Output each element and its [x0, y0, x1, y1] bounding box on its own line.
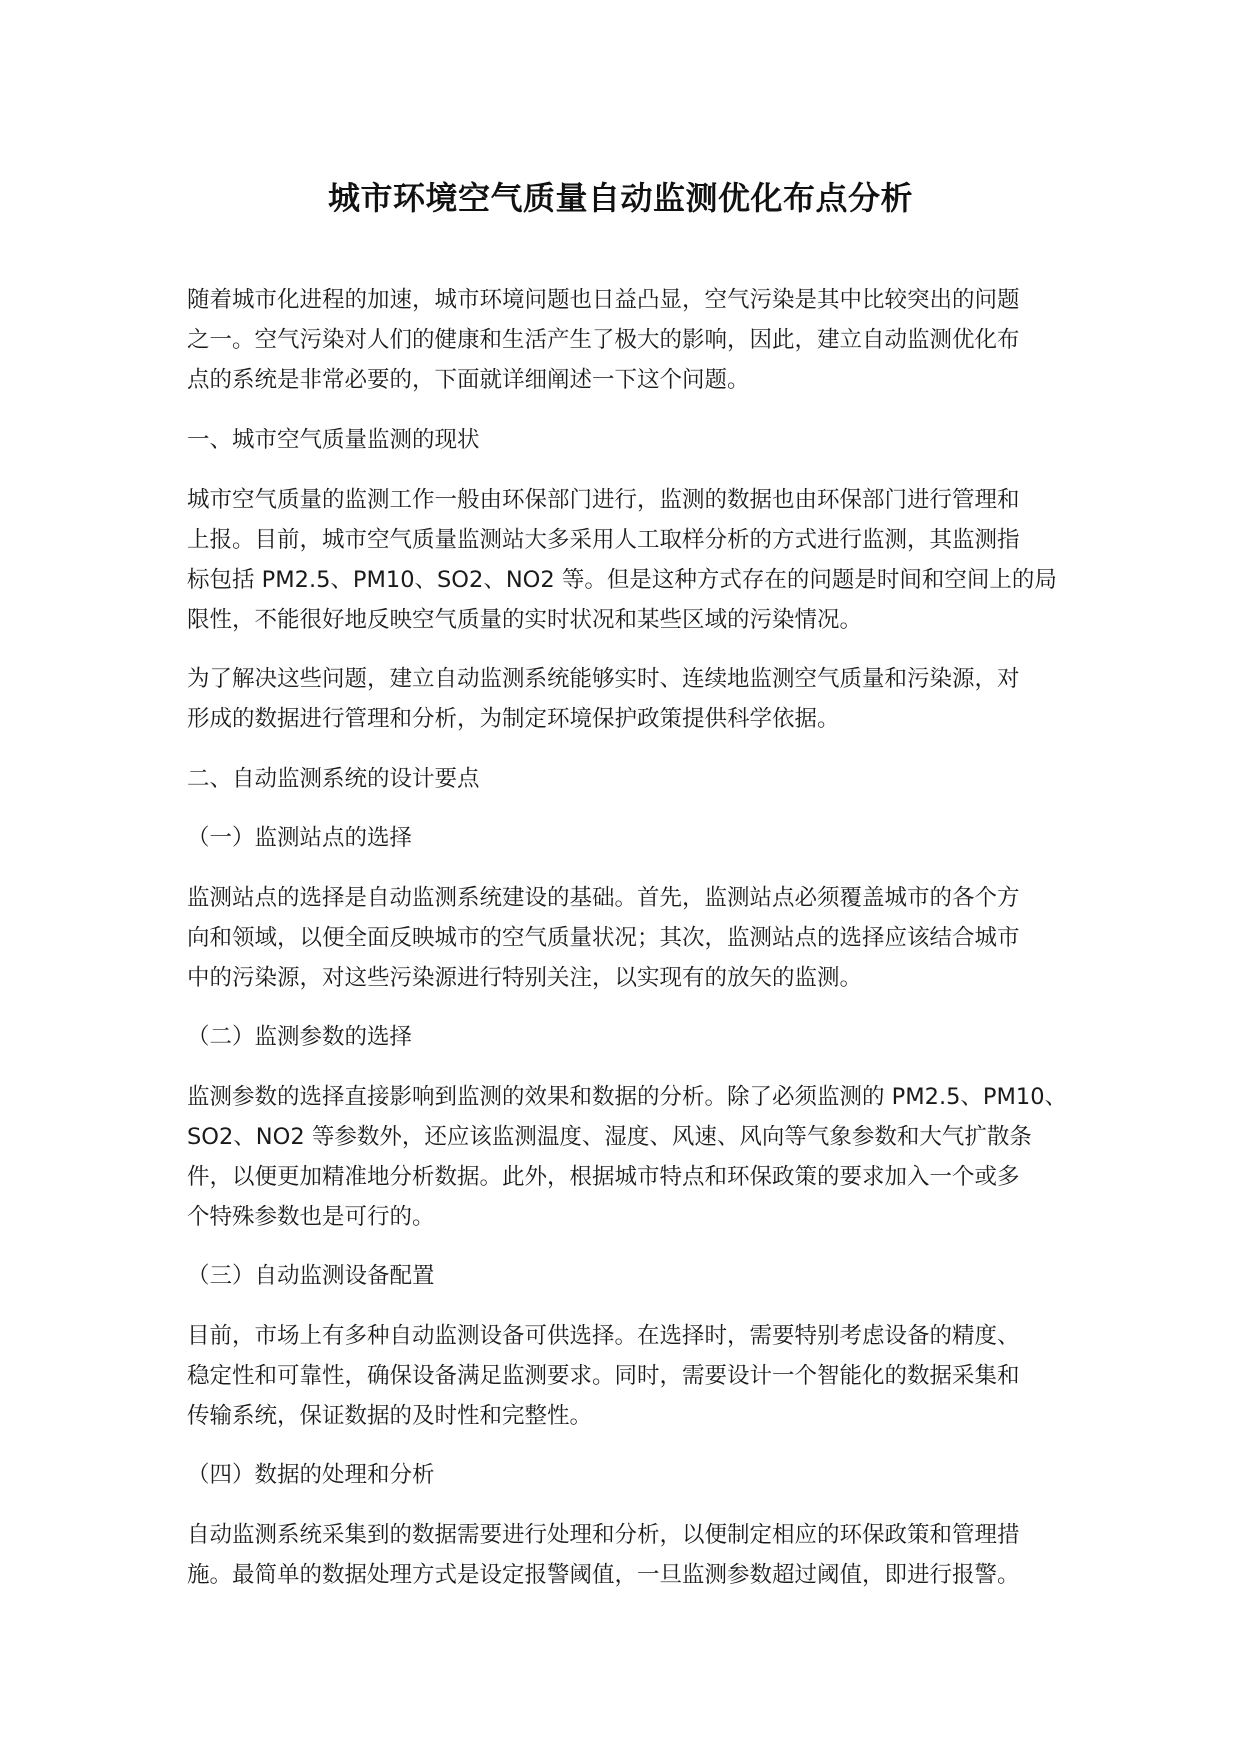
paragraph-data-processing	[187, 1515, 1067, 1595]
paragraph-status	[187, 480, 1067, 640]
text-line: （二）监测参数的选择	[187, 1024, 413, 1050]
text-line: 向和领域，以便全面反映城市的空气质量状况；其次，监测站点的选择应该结合城市	[187, 925, 1020, 951]
text-line: 施。最简单的数据处理方式是设定报警阈值，一旦监测参数超过阈值，即进行报警。	[187, 1562, 1020, 1588]
text-line: 监测站点的选择是自动监测系统建设的基础。首先，监测站点必须覆盖城市的各个方	[187, 885, 1020, 911]
text-line: （三）自动监测设备配置	[187, 1263, 435, 1289]
text-line: 限性，不能很好地反映空气质量的实时状况和某些区域的污染情况。	[187, 607, 863, 633]
text-line: 城市空气质量的监测工作一般由环保部门进行，监测的数据也由环保部门进行管理和	[187, 487, 1020, 513]
text-line: 自动监测系统采集到的数据需要进行处理和分析，以便制定相应的环保政策和管理措	[187, 1522, 1020, 1548]
document-title: 城市环境空气质量自动监测优化布点分析	[327, 179, 913, 217]
subsection-heading-2	[187, 1017, 1067, 1057]
subsection-heading-1	[187, 818, 1067, 858]
paragraph-parameters	[187, 1077, 1067, 1237]
text-line: 随着城市化进程的加速，城市环境问题也日益凸显，空气污染是其中比较突出的问题	[187, 287, 1020, 313]
text-line: 监测参数的选择直接影响到监测的效果和数据的分析。除了必须监测的 PM2.5、PM10、	[187, 1084, 1068, 1110]
text-line: 件，以便更加精准地分析数据。此外，根据城市特点和环保政策的要求加入一个或多	[187, 1164, 1020, 1190]
section-heading-1	[187, 420, 1067, 460]
text-line: 为了解决这些问题，建立自动监测系统能够实时、连续地监测空气质量和污染源，对	[187, 666, 1020, 692]
text-line: （四）数据的处理和分析	[187, 1462, 435, 1488]
paragraph-equipment	[187, 1316, 1067, 1436]
text-line: 点的系统是非常必要的，下面就详细阐述一下这个问题。	[187, 367, 750, 393]
text-line: 标包括 PM2.5、PM10、SO2、NO2 等。但是这种方式存在的问题是时间和空间上的局	[187, 567, 1057, 593]
text-line: 稳定性和可靠性，确保设备满足监测要求。同时，需要设计一个智能化的数据采集和	[187, 1363, 1020, 1389]
paragraph-site-selection	[187, 878, 1067, 998]
text-line: 个特殊参数也是可行的。	[187, 1204, 435, 1230]
subsection-heading-3	[187, 1256, 1067, 1296]
section-heading-2	[187, 759, 1067, 799]
subsection-heading-4	[187, 1455, 1067, 1495]
text-line: 中的污染源，对这些污染源进行特别关注，以实现有的放矢的监测。	[187, 965, 863, 991]
text-line: 传输系统，保证数据的及时性和完整性。	[187, 1403, 593, 1429]
text-line: （一）监测站点的选择	[187, 825, 413, 851]
text-line: 目前，市场上有多种自动监测设备可供选择。在选择时，需要特别考虑设备的精度、	[187, 1323, 1020, 1349]
text-line: 一、城市空气质量监测的现状	[187, 427, 480, 453]
paragraph-solution	[187, 659, 1067, 739]
text-line: SO2、NO2 等参数外，还应该监测温度、湿度、风速、风向等气象参数和大气扩散条	[187, 1124, 1032, 1150]
text-line: 上报。目前，城市空气质量监测站大多采用人工取样分析的方式进行监测，其监测指	[187, 527, 1020, 553]
paragraph-intro	[187, 280, 1067, 400]
text-line: 之一。空气污染对人们的健康和生活产生了极大的影响，因此，建立自动监测优化布	[187, 327, 1020, 353]
text-line: 形成的数据进行管理和分析，为制定环境保护政策提供科学依据。	[187, 706, 840, 732]
text-line: 二、自动监测系统的设计要点	[187, 766, 480, 792]
